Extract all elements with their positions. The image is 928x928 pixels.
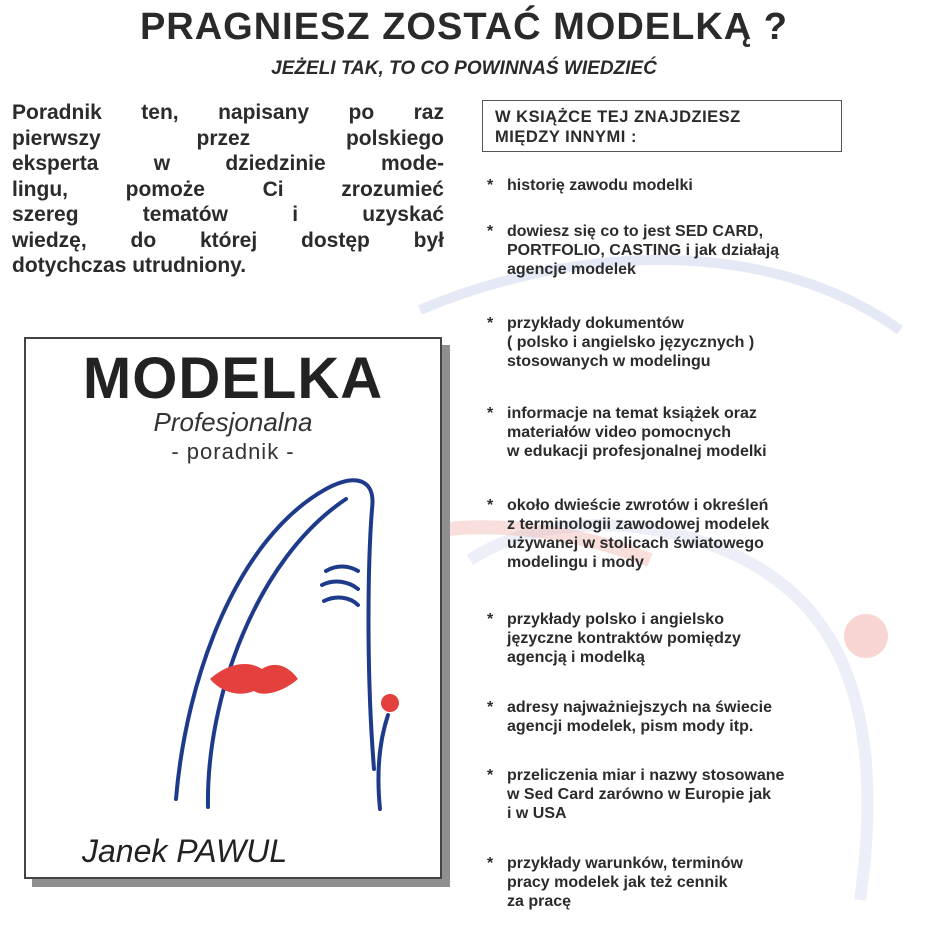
feature-line: języczne kontraktów pomiędzy [507, 630, 741, 647]
feature-item [487, 610, 913, 667]
cover-author: Janek PAWUL [82, 833, 288, 869]
eye-line [322, 582, 358, 589]
bullet-star: * [487, 315, 494, 332]
feature-line: przykłady warunków, terminów [507, 855, 743, 872]
feature-item [487, 854, 913, 911]
feature-line: informacje na temat książek oraz [507, 405, 757, 422]
feature-line: pracy modelek jak też cennik [507, 874, 728, 891]
bullet-star: * [487, 405, 494, 422]
feature-line: za pracę [507, 893, 572, 910]
cover-subtitle: Profesjonalna [153, 407, 313, 437]
bullet-star: * [487, 177, 494, 194]
feature-item [487, 222, 913, 279]
feature-line: agencją i modelką [507, 649, 645, 666]
contents-heading-line: W KSIĄŻCE TEJ ZNAJDZIESZ [495, 108, 741, 126]
bullet-star: * [487, 767, 494, 784]
eye-line [326, 567, 358, 572]
intro-line: wiedzę, do której dostęp był [12, 228, 444, 252]
feature-line: z terminologii zawodowej modelek [507, 516, 770, 533]
hair-outline [176, 480, 374, 799]
feature-line: przykłady dokumentów [507, 315, 684, 332]
cover-title: MODELKA [82, 346, 384, 411]
feature-line: przeliczenia miar i nazwy stosowane [507, 767, 785, 784]
bullet-star: * [487, 497, 494, 514]
book-cover [24, 337, 442, 879]
feature-line: adresy najważniejszych na świecie [507, 699, 773, 716]
feature-line: w Sed Card zarówno w Europie jak [507, 786, 772, 803]
feature-line: i w USA [507, 805, 567, 822]
feature-line: ( polsko i angielsko języcznych ) [507, 334, 755, 351]
intro-line: dotychczas utrudniony. [12, 254, 247, 277]
feature-line: w edukacji profesjonalnej modelki [507, 443, 767, 460]
feature-item [487, 314, 913, 371]
feature-item [487, 698, 913, 736]
chin-line [378, 715, 388, 809]
contents-heading-line: MIĘDZY INNYMI : [495, 128, 637, 146]
eye-line [324, 598, 358, 605]
feature-line: około dwieście zwrotów i określeń [507, 497, 769, 514]
intro-line: Poradnik ten, napisany po raz [12, 101, 444, 124]
bullet-star: * [487, 855, 494, 872]
feature-item [487, 766, 913, 823]
feature-line: modelingu i mody [507, 554, 644, 571]
intro-paragraph [12, 100, 444, 279]
feature-line: dowiesz się co to jest SED CARD, [507, 223, 764, 240]
contents-heading-box [482, 100, 842, 152]
feature-item [487, 176, 913, 195]
feature-line: agencje modelek [507, 261, 636, 278]
feature-line: agencji modelek, pism mody itp. [507, 718, 754, 735]
intro-line: eksperta w dziedzinie mode- [12, 152, 444, 175]
feature-item [487, 496, 913, 572]
lips [210, 664, 298, 694]
intro-line: pierwszy przez polskiego [12, 126, 444, 150]
bullet-star: * [487, 699, 494, 716]
bullet-star: * [487, 611, 494, 628]
page-subtitle: JEŻELI TAK, TO CO POWINNAŚ WIEDZIEĆ [271, 58, 657, 79]
bullet-star: * [487, 223, 494, 240]
feature-line: PORTFOLIO, CASTING i jak działają [507, 242, 780, 259]
page-title: PRAGNIESZ ZOSTAĆ MODELKĄ ? [139, 6, 789, 48]
cover-subtitle-secondary: - poradnik - [171, 439, 295, 464]
feature-line: historię zawodu modelki [507, 177, 693, 194]
hair-inner-line [208, 499, 346, 807]
feature-line: przykłady polsko i angielsko [507, 611, 724, 628]
feature-line: używanej w stolicach światowego [507, 535, 764, 552]
feature-item [487, 404, 913, 461]
intro-line: lingu, pomoże Ci zrozumieć [12, 177, 444, 201]
earring-dot [381, 694, 399, 712]
feature-line: stosowanych w modelingu [507, 353, 711, 370]
intro-line: szereg tematów i uzyskać [12, 203, 444, 226]
feature-line: materiałów video pomocnych [507, 424, 732, 441]
